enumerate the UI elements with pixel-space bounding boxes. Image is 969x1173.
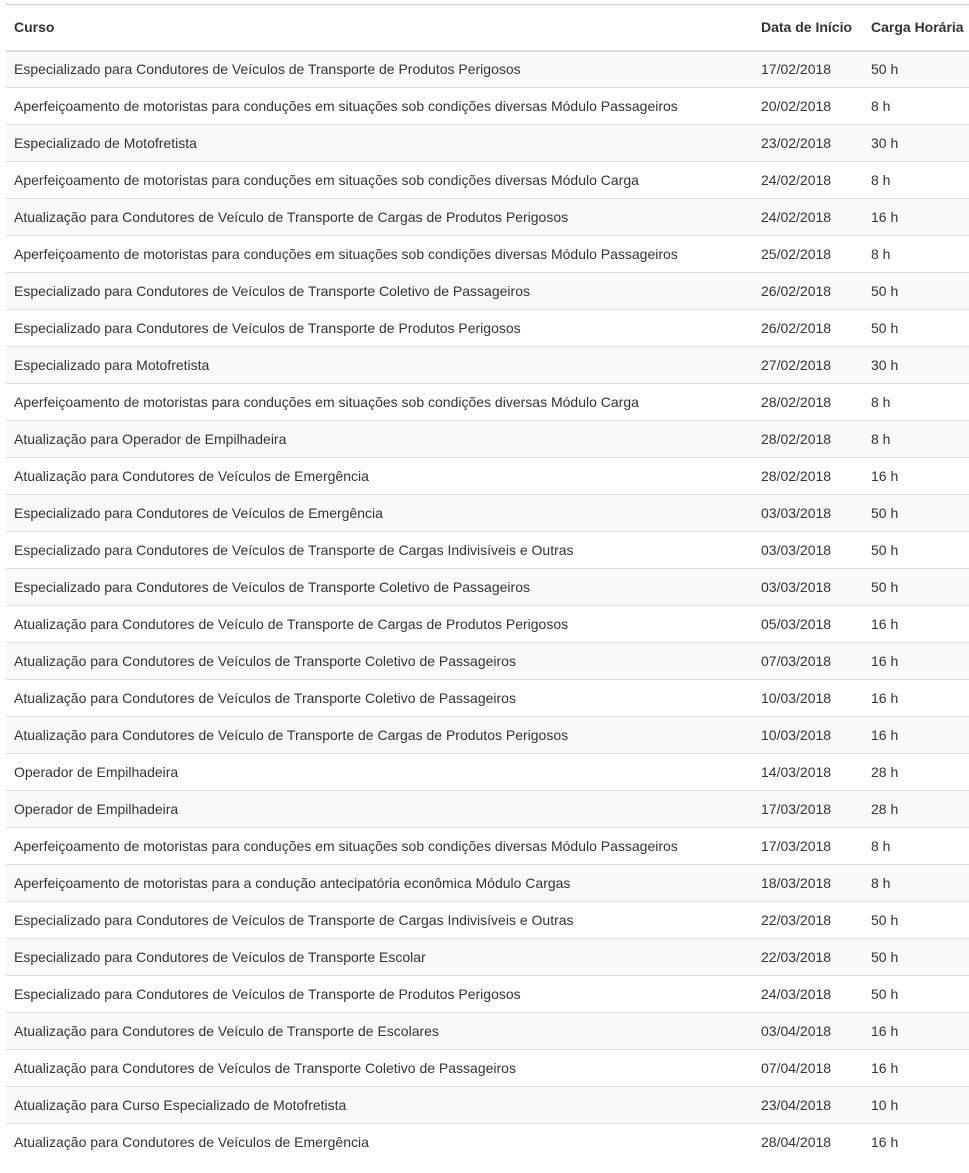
course-name-cell: Atualização para Condutores de Veículos de Transporte Coletivo de Passageiros	[6, 680, 753, 717]
start-date-cell: 05/03/2018	[753, 606, 863, 643]
start-date-cell: 03/04/2018	[753, 1013, 863, 1050]
course-name-cell: Atualização para Condutores de Veículos de Transporte Coletivo de Passageiros	[6, 1050, 753, 1087]
workload-cell: 8 h	[863, 88, 969, 125]
table-row	[6, 495, 969, 532]
course-table	[6, 4, 969, 1161]
start-date-cell: 24/03/2018	[753, 976, 863, 1013]
start-date-cell: 24/02/2018	[753, 162, 863, 199]
table-row	[6, 532, 969, 569]
course-name-cell: Aperfeiçoamento de motoristas para conduções em situações sob condições diversas Módulo Carga	[6, 384, 753, 421]
table-row	[6, 421, 969, 458]
course-name-cell: Atualização para Condutores de Veículo de Transporte de Escolares	[6, 1013, 753, 1050]
column-header-carga-horaria[interactable]: Carga Horária	[863, 5, 969, 51]
start-date-cell: 17/03/2018	[753, 791, 863, 828]
course-name-cell: Especializado para Condutores de Veículos de Transporte Coletivo de Passageiros	[6, 273, 753, 310]
start-date-cell: 03/03/2018	[753, 495, 863, 532]
workload-cell: 8 h	[863, 162, 969, 199]
table-row	[6, 1087, 969, 1124]
table-row	[6, 976, 969, 1013]
table-body	[6, 51, 969, 1161]
workload-cell: 16 h	[863, 680, 969, 717]
start-date-cell: 10/03/2018	[753, 680, 863, 717]
workload-cell: 8 h	[863, 421, 969, 458]
course-table-container	[6, 4, 969, 1161]
start-date-cell: 03/03/2018	[753, 569, 863, 606]
workload-cell: 50 h	[863, 902, 969, 939]
course-name-cell: Especializado de Motofretista	[6, 125, 753, 162]
course-name-cell: Aperfeiçoamento de motoristas para conduções em situações sob condições diversas Módulo Passageiros	[6, 236, 753, 273]
workload-cell: 10 h	[863, 1087, 969, 1124]
table-row	[6, 828, 969, 865]
start-date-cell: 26/02/2018	[753, 273, 863, 310]
table-row	[6, 680, 969, 717]
table-row	[6, 717, 969, 754]
table-row	[6, 273, 969, 310]
start-date-cell: 28/02/2018	[753, 384, 863, 421]
workload-cell: 50 h	[863, 939, 969, 976]
start-date-cell: 14/03/2018	[753, 754, 863, 791]
table-row	[6, 643, 969, 680]
course-name-cell: Especializado para Condutores de Veículos de Transporte de Cargas Indivisíveis e Outras	[6, 532, 753, 569]
table-row	[6, 458, 969, 495]
start-date-cell: 03/03/2018	[753, 532, 863, 569]
course-name-cell: Especializado para Condutores de Veículos de Transporte Coletivo de Passageiros	[6, 569, 753, 606]
course-name-cell: Atualização para Operador de Empilhadeira	[6, 421, 753, 458]
table-row	[6, 569, 969, 606]
start-date-cell: 28/02/2018	[753, 421, 863, 458]
course-name-cell: Especializado para Condutores de Veículos de Transporte de Produtos Perigosos	[6, 310, 753, 347]
table-row	[6, 1013, 969, 1050]
start-date-cell: 28/02/2018	[753, 458, 863, 495]
start-date-cell: 22/03/2018	[753, 902, 863, 939]
workload-cell: 8 h	[863, 865, 969, 902]
workload-cell: 30 h	[863, 125, 969, 162]
start-date-cell: 10/03/2018	[753, 717, 863, 754]
start-date-cell: 24/02/2018	[753, 199, 863, 236]
workload-cell: 28 h	[863, 754, 969, 791]
course-name-cell: Especializado para Condutores de Veículos de Emergência	[6, 495, 753, 532]
course-name-cell: Atualização para Curso Especializado de Motofretista	[6, 1087, 753, 1124]
workload-cell: 50 h	[863, 976, 969, 1013]
start-date-cell: 28/04/2018	[753, 1124, 863, 1161]
course-name-cell: Aperfeiçoamento de motoristas para conduções em situações sob condições diversas Módulo Carga	[6, 162, 753, 199]
table-row	[6, 162, 969, 199]
start-date-cell: 17/02/2018	[753, 51, 863, 88]
start-date-cell: 23/04/2018	[753, 1087, 863, 1124]
start-date-cell: 07/04/2018	[753, 1050, 863, 1087]
workload-cell: 30 h	[863, 347, 969, 384]
workload-cell: 16 h	[863, 199, 969, 236]
workload-cell: 8 h	[863, 828, 969, 865]
header-row	[6, 5, 969, 51]
course-name-cell: Atualização para Condutores de Veículos de Emergência	[6, 458, 753, 495]
course-name-cell: Especializado para Condutores de Veículos de Transporte de Produtos Perigosos	[6, 51, 753, 88]
table-header	[6, 5, 969, 51]
start-date-cell: 27/02/2018	[753, 347, 863, 384]
table-row	[6, 347, 969, 384]
table-row	[6, 606, 969, 643]
workload-cell: 50 h	[863, 532, 969, 569]
table-row	[6, 51, 969, 88]
workload-cell: 16 h	[863, 1050, 969, 1087]
table-row	[6, 236, 969, 273]
table-row	[6, 384, 969, 421]
table-row	[6, 199, 969, 236]
course-name-cell: Aperfeiçoamento de motoristas para conduções em situações sob condições diversas Módulo Passageiros	[6, 828, 753, 865]
table-row	[6, 125, 969, 162]
workload-cell: 16 h	[863, 1013, 969, 1050]
start-date-cell: 20/02/2018	[753, 88, 863, 125]
column-header-curso[interactable]: Curso	[6, 5, 753, 51]
course-name-cell: Atualização para Condutores de Veículos de Transporte Coletivo de Passageiros	[6, 643, 753, 680]
table-row	[6, 1050, 969, 1087]
table-row	[6, 88, 969, 125]
course-name-cell: Especializado para Condutores de Veículos de Transporte de Cargas Indivisíveis e Outras	[6, 902, 753, 939]
workload-cell: 28 h	[863, 791, 969, 828]
start-date-cell: 26/02/2018	[753, 310, 863, 347]
workload-cell: 50 h	[863, 569, 969, 606]
start-date-cell: 18/03/2018	[753, 865, 863, 902]
workload-cell: 50 h	[863, 51, 969, 88]
course-name-cell: Atualização para Condutores de Veículo de Transporte de Cargas de Produtos Perigosos	[6, 606, 753, 643]
workload-cell: 16 h	[863, 717, 969, 754]
workload-cell: 8 h	[863, 384, 969, 421]
workload-cell: 16 h	[863, 643, 969, 680]
course-name-cell: Atualização para Condutores de Veículos de Emergência	[6, 1124, 753, 1161]
workload-cell: 16 h	[863, 606, 969, 643]
start-date-cell: 07/03/2018	[753, 643, 863, 680]
start-date-cell: 23/02/2018	[753, 125, 863, 162]
course-name-cell: Atualização para Condutores de Veículo de Transporte de Cargas de Produtos Perigosos	[6, 199, 753, 236]
workload-cell: 50 h	[863, 273, 969, 310]
course-name-cell: Operador de Empilhadeira	[6, 754, 753, 791]
course-name-cell: Especializado para Motofretista	[6, 347, 753, 384]
course-name-cell: Atualização para Condutores de Veículo de Transporte de Cargas de Produtos Perigosos	[6, 717, 753, 754]
table-row	[6, 1124, 969, 1161]
course-name-cell: Especializado para Condutores de Veículos de Transporte Escolar	[6, 939, 753, 976]
workload-cell: 50 h	[863, 495, 969, 532]
column-header-data-inicio[interactable]: Data de Início	[753, 5, 863, 51]
table-row	[6, 754, 969, 791]
table-row	[6, 865, 969, 902]
start-date-cell: 25/02/2018	[753, 236, 863, 273]
workload-cell: 50 h	[863, 310, 969, 347]
table-row	[6, 791, 969, 828]
course-name-cell: Aperfeiçoamento de motoristas para conduções em situações sob condições diversas Módulo Passageiros	[6, 88, 753, 125]
workload-cell: 8 h	[863, 236, 969, 273]
table-row	[6, 310, 969, 347]
workload-cell: 16 h	[863, 1124, 969, 1161]
course-name-cell: Operador de Empilhadeira	[6, 791, 753, 828]
course-name-cell: Aperfeiçoamento de motoristas para a condução antecipatória econômica Módulo Cargas	[6, 865, 753, 902]
workload-cell: 16 h	[863, 458, 969, 495]
table-row	[6, 939, 969, 976]
start-date-cell: 17/03/2018	[753, 828, 863, 865]
start-date-cell: 22/03/2018	[753, 939, 863, 976]
course-name-cell: Especializado para Condutores de Veículos de Transporte de Produtos Perigosos	[6, 976, 753, 1013]
table-row	[6, 902, 969, 939]
